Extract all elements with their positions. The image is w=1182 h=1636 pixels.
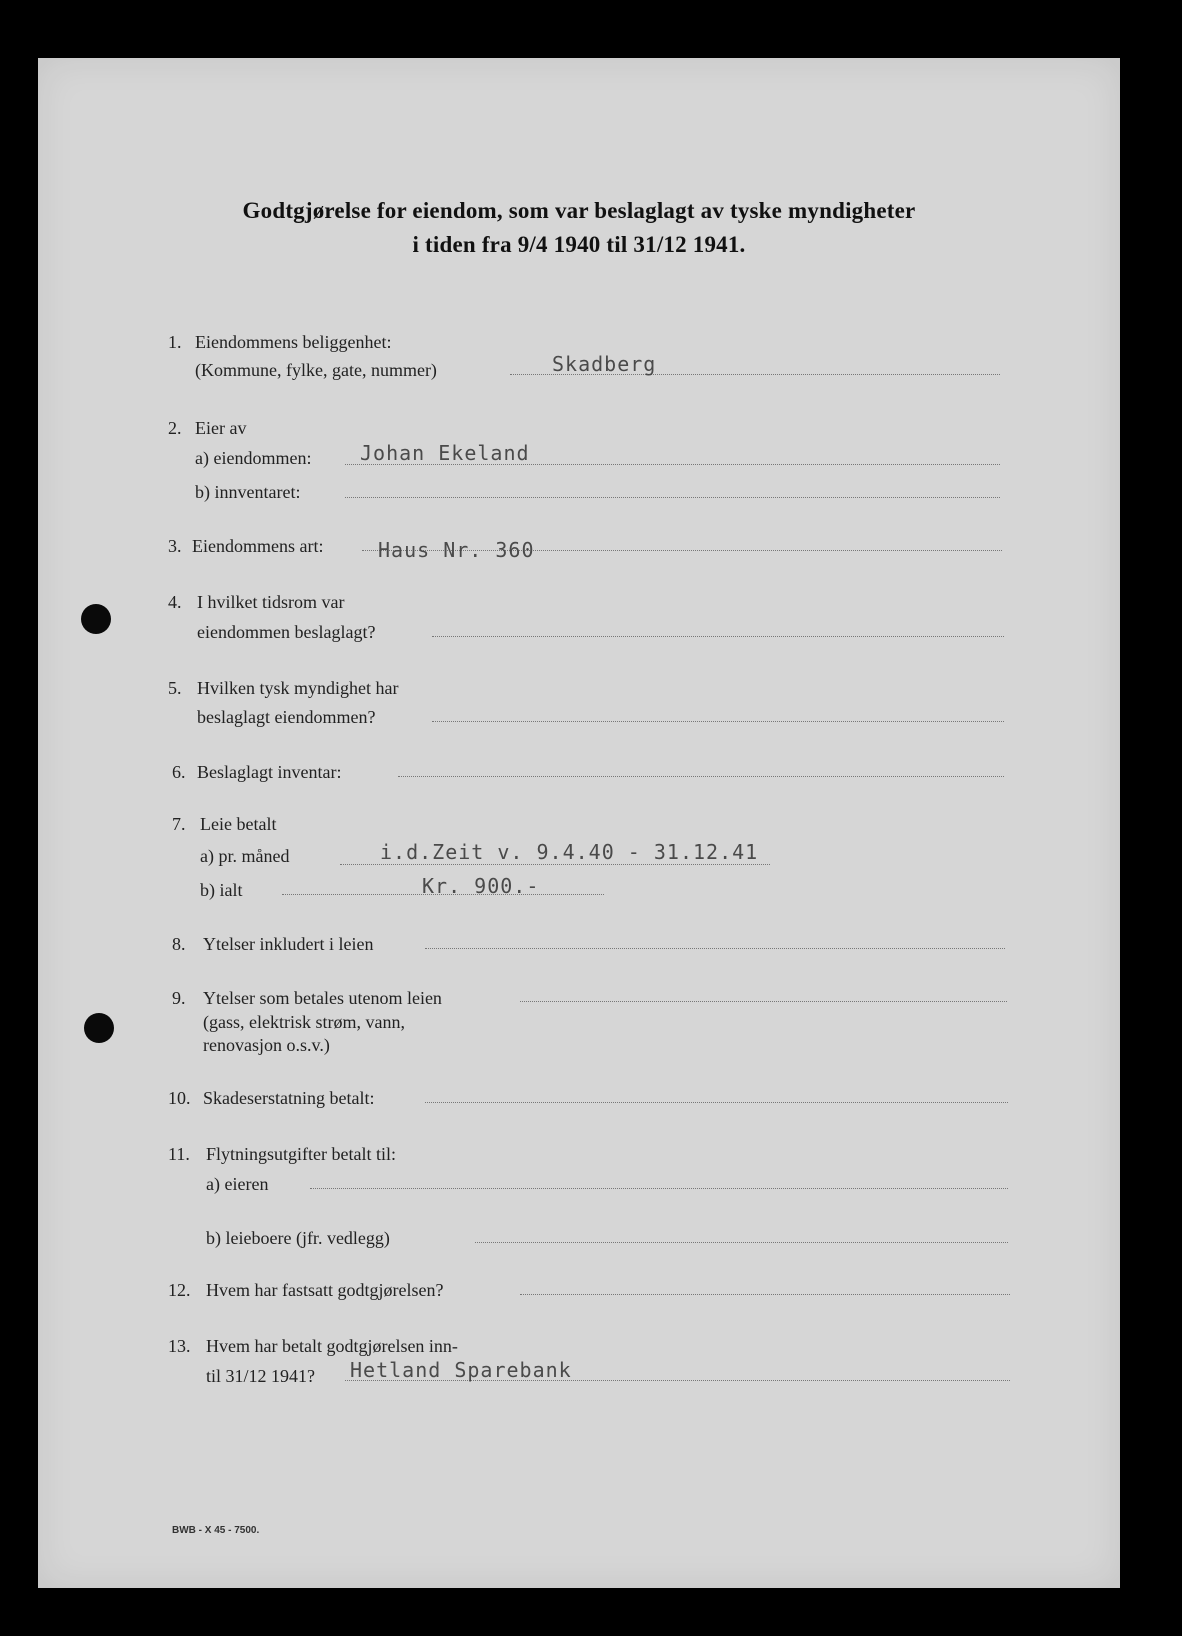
q9-sublabel-2: renovasjon o.s.v.) [203, 1035, 330, 1055]
q13-label: Hvem har betalt godtgjørelsen inn- [206, 1336, 458, 1356]
q2-label: Eier av [195, 418, 247, 438]
q7-label: Leie betalt [200, 814, 277, 834]
q1-sublabel: (Kommune, fylke, gate, nummer) [195, 360, 437, 380]
q7b-answer: Kr. 900.- [422, 874, 540, 898]
q11-number: 11. [168, 1144, 190, 1164]
q1-number: 1. [168, 332, 182, 352]
q12-label: Hvem har fastsatt godtgjørelsen? [206, 1280, 444, 1300]
q4-answer-line [432, 636, 1004, 637]
q5-sublabel: beslaglagt eiendommen? [197, 707, 376, 727]
punch-hole-top [81, 604, 111, 634]
q7a-answer: i.d.Zeit v. 9.4.40 - 31.12.41 [380, 840, 759, 864]
q2a-label: a) eiendommen: [195, 448, 312, 468]
q6-answer-line [398, 776, 1004, 777]
q9-label: Ytelser som betales utenom leien [203, 988, 442, 1008]
punch-hole-bottom [84, 1013, 114, 1043]
q1-answer: Skadberg [552, 352, 657, 376]
q12-number: 12. [168, 1280, 191, 1300]
q4-number: 4. [168, 592, 182, 612]
q8-number: 8. [172, 934, 186, 954]
q6-label: Beslaglagt inventar: [197, 762, 342, 782]
q11b-answer-line [475, 1242, 1008, 1243]
q4-label: I hvilket tidsrom var [197, 592, 345, 612]
q13-number: 13. [168, 1336, 191, 1356]
q13-answer: Hetland Sparebank [350, 1358, 572, 1382]
q5-number: 5. [168, 678, 182, 698]
q10-number: 10. [168, 1088, 191, 1108]
q6-number: 6. [172, 762, 186, 782]
q3-answer: Haus Nr. 360 [378, 538, 535, 562]
print-code: BWB - X 45 - 7500. [172, 1525, 260, 1536]
q8-label: Ytelser inkludert i leien [203, 934, 374, 954]
q11b-label: b) leieboere (jfr. vedlegg) [206, 1228, 390, 1248]
q4-sublabel: eiendommen beslaglagt? [197, 622, 376, 642]
q10-label: Skadeserstatning betalt: [203, 1088, 375, 1108]
q2a-answer: Johan Ekeland [360, 441, 530, 465]
q11a-label: a) eieren [206, 1174, 269, 1194]
q9-answer-line [520, 1001, 1007, 1002]
q2b-answer-line [345, 497, 1000, 498]
q2-number: 2. [168, 418, 182, 438]
q7a-label: a) pr. måned [200, 846, 290, 866]
q1-label: Eiendommens beliggenhet: [195, 332, 392, 352]
q12-answer-line [520, 1294, 1010, 1295]
q9-sublabel-1: (gass, elektrisk strøm, vann, [203, 1012, 405, 1032]
q2b-label: b) innventaret: [195, 482, 301, 502]
q5-label: Hvilken tysk myndighet har [197, 678, 399, 698]
q7a-answer-line [340, 864, 770, 865]
q10-answer-line [425, 1102, 1008, 1103]
q3-number: 3. [168, 536, 182, 556]
q3-label: Eiendommens art: [192, 536, 324, 556]
q11a-answer-line [310, 1188, 1008, 1189]
q13-sublabel: til 31/12 1941? [206, 1366, 315, 1386]
q11-label: Flytningsutgifter betalt til: [206, 1144, 396, 1164]
form-title-line-2: i tiden fra 9/4 1940 til 31/12 1941. [412, 232, 746, 257]
q9-number: 9. [172, 988, 186, 1008]
q7b-label: b) ialt [200, 880, 243, 900]
q5-answer-line [432, 721, 1004, 722]
q7-number: 7. [172, 814, 186, 834]
q8-answer-line [425, 948, 1005, 949]
form-title-line-1: Godtgjørelse for eiendom, som var beslaglagt av tyske myndigheter [242, 198, 916, 223]
